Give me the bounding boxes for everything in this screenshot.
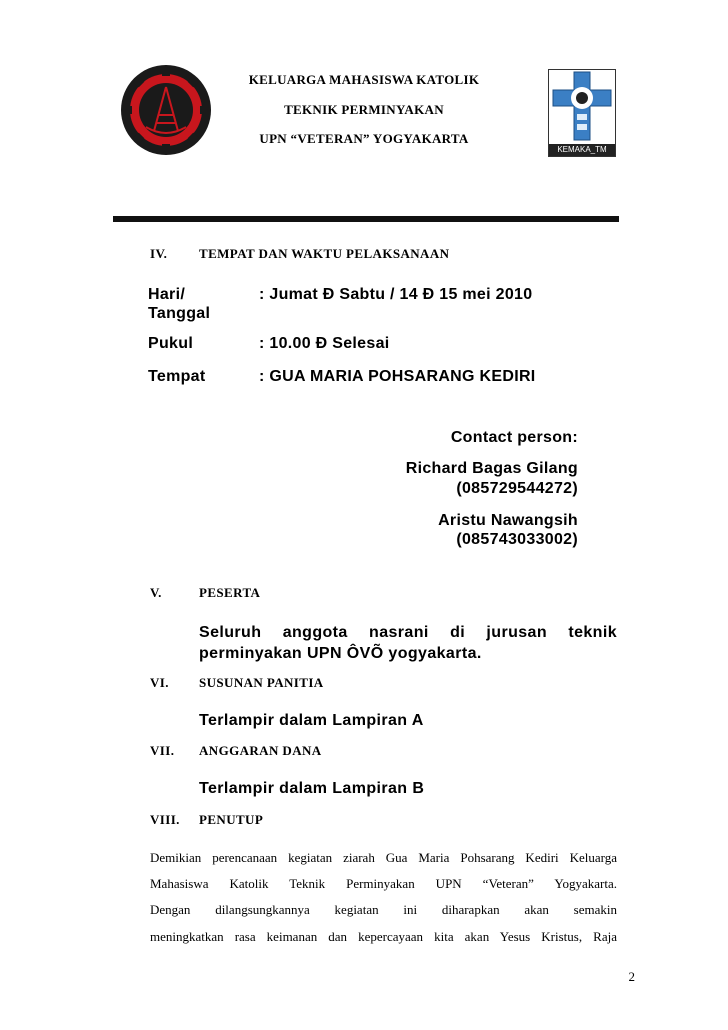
section-vi-text: Terlampir dalam Lampiran A [199,712,424,729]
page-number: 2 [628,969,635,984]
section-iv-number: IV. [150,246,168,261]
label-tanggal: Tanggal [148,305,211,322]
contact-phone-1: (085729544272) [456,480,578,497]
label-pukul: Pukul [148,335,194,352]
header-line-3: UPN “VETERAN” YOGYAKARTA [259,131,469,146]
contact-name-2: Aristu Nawangsih [438,512,578,529]
section-viii-number: VIII. [150,812,180,827]
section-vii-text: Terlampir dalam Lampiran B [199,780,425,797]
value-tempat: : GUA MARIA POHSARANG KEDIRI [259,368,536,385]
contact-phone-2: (085743033002) [456,531,578,548]
right-logo [548,69,616,157]
section-v-text-line-2: perminyakan UPN ÔVÕ yogyakarta. [199,645,482,662]
section-v-text-line-1: Seluruh anggota nasrani di jurusan teknik [199,624,617,641]
right-logo-label: KEMAKA_TM [549,144,615,156]
closing-paragraph-line-3: Dengan dilangsungkannya kegiatan ini diharapkan akan semakin [150,902,617,917]
closing-paragraph-line-1: Demikian perencanaan kegiatan ziarah Gua Maria Pohsarang Kediri Keluarga [150,850,617,865]
closing-paragraph-line-4: meningkatkan rasa keimanan dan kepercayaan kita akan Yesus Kristus, Raja [150,929,617,944]
header-line-2: TEKNIK PERMINYAKAN [284,102,444,117]
section-vii-title: ANGGARAN DANA [199,743,322,758]
section-viii-title: PENUTUP [199,812,264,827]
section-vi-title: SUSUNAN PANITIA [199,675,324,690]
section-vi-number: VI. [150,675,169,690]
section-vii-number: VII. [150,743,175,758]
label-tempat: Tempat [148,368,206,385]
header-divider [113,216,619,222]
section-v-number: V. [150,585,162,600]
contact-name-1: Richard Bagas Gilang [405,460,578,477]
header-line-1: KELUARGA MAHASISWA KATOLIK [248,72,480,87]
contact-heading: Contact person: [450,429,578,446]
closing-paragraph-line-2: Mahasiswa Katolik Teknik Perminyakan UPN “Veteran” Yogyakarta. [150,876,617,891]
value-hari: : Jumat Ð Sabtu / 14 Ð 15 mei 2010 [259,286,533,303]
section-v-title: PESERTA [199,585,261,600]
label-hari: Hari/ [148,286,186,303]
value-pukul: : 10.00 Ð Selesai [259,335,390,352]
section-iv-title: TEMPAT DAN WAKTU PELAKSANAAN [199,246,450,261]
